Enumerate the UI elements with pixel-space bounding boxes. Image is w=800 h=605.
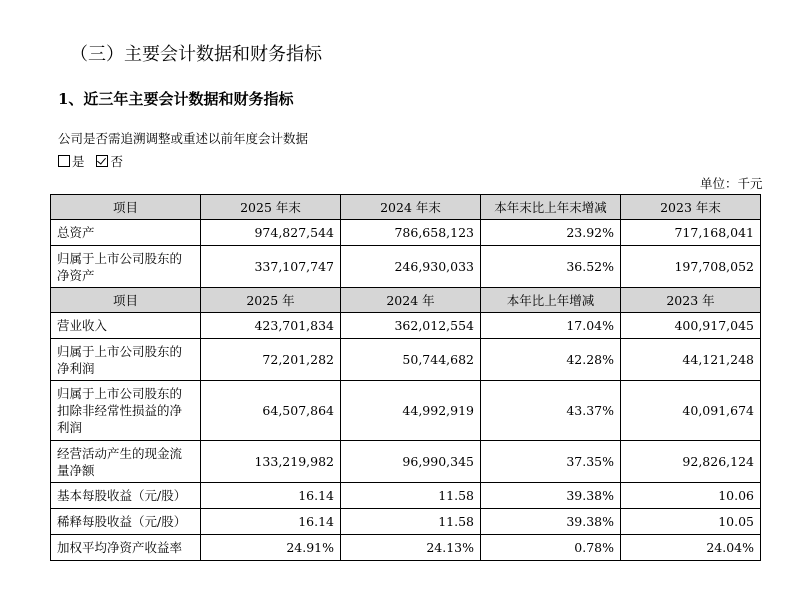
table-row xyxy=(51,246,761,288)
header-cell: 2023 年 xyxy=(621,288,761,313)
value-cell: 36.52% xyxy=(481,246,621,288)
value-cell: 717,168,041 xyxy=(621,220,761,246)
value-cell: 50,744,682 xyxy=(341,339,481,381)
table-row xyxy=(51,441,761,483)
value-cell: 11.58 xyxy=(341,483,481,509)
value-cell: 72,201,282 xyxy=(201,339,341,381)
value-cell: 400,917,045 xyxy=(621,313,761,339)
section-title: （三）主要会计数据和财务指标 xyxy=(70,44,322,65)
value-cell: 40,091,674 xyxy=(621,381,761,441)
financial-indicators-table xyxy=(50,194,761,561)
value-cell: 23.92% xyxy=(481,220,621,246)
value-cell: 337,107,747 xyxy=(201,246,341,288)
value-cell: 24.91% xyxy=(201,535,341,561)
row-label: 稀释每股收益（元/股） xyxy=(51,509,201,535)
restate-options xyxy=(58,152,123,170)
header-cell: 本年末比上年末增减 xyxy=(481,195,621,220)
value-cell: 10.06 xyxy=(621,483,761,509)
header-cell: 2024 年末 xyxy=(341,195,481,220)
value-cell: 16.14 xyxy=(201,509,341,535)
table-row xyxy=(51,220,761,246)
value-cell: 39.38% xyxy=(481,509,621,535)
value-cell: 11.58 xyxy=(341,509,481,535)
value-cell: 0.78% xyxy=(481,535,621,561)
table-header-year xyxy=(51,288,761,313)
value-cell: 43.37% xyxy=(481,381,621,441)
value-cell: 96,990,345 xyxy=(341,441,481,483)
value-cell: 37.35% xyxy=(481,441,621,483)
yes-checkbox[interactable] xyxy=(58,155,70,167)
header-cell: 项目 xyxy=(51,195,201,220)
subsection-title: 1、近三年主要会计数据和财务指标 xyxy=(58,90,294,108)
value-cell: 246,930,033 xyxy=(341,246,481,288)
value-cell: 44,992,919 xyxy=(341,381,481,441)
row-label: 归属于上市公司股东的净利润 xyxy=(51,339,201,381)
table-row xyxy=(51,339,761,381)
header-cell: 2025 年 xyxy=(201,288,341,313)
row-label: 基本每股收益（元/股） xyxy=(51,483,201,509)
no-checkbox-checked[interactable] xyxy=(96,155,108,167)
value-cell: 133,219,982 xyxy=(201,441,341,483)
row-label: 营业收入 xyxy=(51,313,201,339)
value-cell: 64,507,864 xyxy=(201,381,341,441)
header-cell: 项目 xyxy=(51,288,201,313)
value-cell: 362,012,554 xyxy=(341,313,481,339)
table-row xyxy=(51,535,761,561)
table-row xyxy=(51,381,761,441)
row-label: 归属于上市公司股东的净资产 xyxy=(51,246,201,288)
row-label: 经营活动产生的现金流量净额 xyxy=(51,441,201,483)
table-row xyxy=(51,509,761,535)
row-label: 归属于上市公司股东的扣除非经常性损益的净利润 xyxy=(51,381,201,441)
no-label: 否 xyxy=(110,154,123,169)
value-cell: 44,121,248 xyxy=(621,339,761,381)
yes-label: 是 xyxy=(72,154,85,169)
unit-label: 单位：千元 xyxy=(700,176,763,191)
table-row xyxy=(51,483,761,509)
header-cell: 本年比上年增减 xyxy=(481,288,621,313)
value-cell: 974,827,544 xyxy=(201,220,341,246)
value-cell: 42.28% xyxy=(481,339,621,381)
value-cell: 24.04% xyxy=(621,535,761,561)
value-cell: 24.13% xyxy=(341,535,481,561)
value-cell: 39.38% xyxy=(481,483,621,509)
restate-question: 公司是否需追溯调整或重述以前年度会计数据 xyxy=(58,131,309,146)
value-cell: 423,701,834 xyxy=(201,313,341,339)
row-label: 总资产 xyxy=(51,220,201,246)
header-cell: 2023 年末 xyxy=(621,195,761,220)
table-row xyxy=(51,313,761,339)
header-cell: 2025 年末 xyxy=(201,195,341,220)
header-cell: 2024 年 xyxy=(341,288,481,313)
value-cell: 10.05 xyxy=(621,509,761,535)
value-cell: 197,708,052 xyxy=(621,246,761,288)
value-cell: 92,826,124 xyxy=(621,441,761,483)
value-cell: 17.04% xyxy=(481,313,621,339)
value-cell: 786,658,123 xyxy=(341,220,481,246)
row-label: 加权平均净资产收益率 xyxy=(51,535,201,561)
table-header-year-end xyxy=(51,195,761,220)
value-cell: 16.14 xyxy=(201,483,341,509)
